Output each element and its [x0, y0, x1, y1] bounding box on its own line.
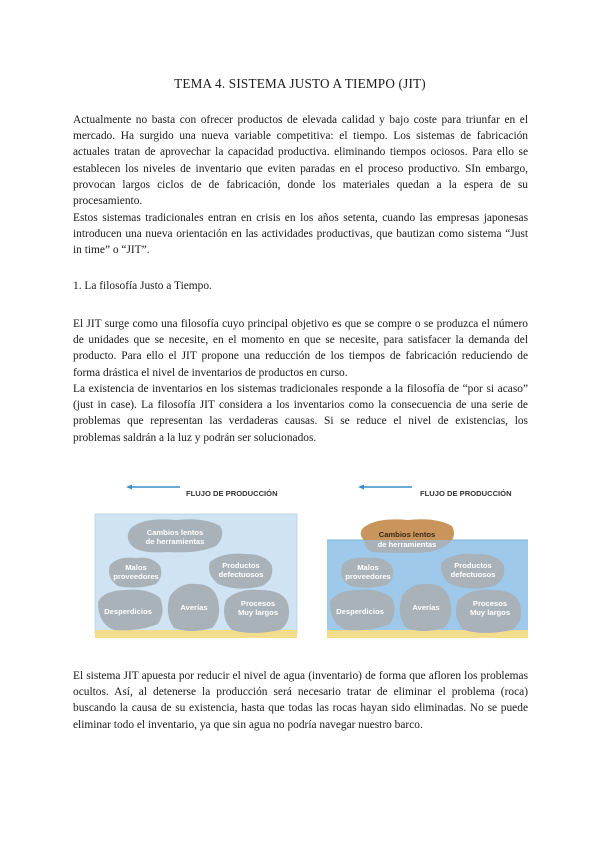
section-1-heading: 1. La filosofía Justo a Tiempo. [73, 280, 212, 292]
label-productos-1-right: Productos [454, 561, 492, 570]
label-procesos-1-left: Procesos [240, 599, 276, 608]
flow-arrowhead-right [358, 485, 364, 490]
right-panel [327, 485, 528, 639]
label-averias-left: Averías [180, 603, 208, 612]
label-cambios-1-left: Cambios lentos [146, 528, 204, 537]
label-productos-2-right: defectuosos [450, 570, 496, 579]
label-productos-1-left: Productos [222, 561, 260, 570]
flow-label-right: FLUJO DE PRODUCCIÓN [420, 489, 512, 498]
jit-water-rocks-figure [88, 484, 528, 642]
document-title: TEMA 4. SISTEMA JUSTO A TIEMPO (JIT) [174, 76, 426, 91]
section-1-paragraph-2: La existencia de inventarios en los sistemas tradicionales responde a la filosofía de “por si acaso” (just in case). La filosofía JIT considera a los inventarios como la consecuencia de una serie de problemas que representan las verdaderas causas. Si se reduce el nivel de existencias, los problemas saldrán a la luz y podrán ser solucionados. [73, 383, 528, 444]
label-cambios-2-left: de herramientas [145, 537, 205, 546]
flow-arrowhead-left [126, 485, 132, 490]
closing-paragraph: El sistema JIT apuesta por reducir el nivel de agua (inventario) de forma que afloren los problemas ocultos. Así, al detenerse la producción será necesario tratar de eliminar el problema (roca) buscando la causa de su existencia, hasta que todas las rocas hayan sido eliminadas. No se puede eliminar todo el inventario, ya que sin agua no podría navegar nuestro barco. [73, 670, 528, 731]
label-malos-2-left: proveedores [113, 572, 159, 581]
label-desperdicios-left: Desperdicios [104, 607, 152, 616]
section-1-paragraph-1: El JIT surge como una filosofía cuyo principal objetivo es que se compre o se produzca el número de unidades que se necesite, en el momento en que se necesite, para satisfacer la demanda del producto. Para ello el JIT propone una reducción de los tiempos de fabricación reduciendo de forma drástica el nivel de inventarios de productos en curso. [73, 318, 528, 379]
label-malos-1-left: Malos [125, 563, 147, 572]
label-cambios-1-right: Cambios lentos [378, 530, 436, 539]
label-procesos-2-left: Muy largos [237, 608, 279, 617]
intro-paragraph-2: Estos sistemas tradicionales entran en crisis en los años setenta, cuando las empresas japonesas introducen una nueva orientación en las actividades productivas, que bautizan como sistema “Just in time” o “JIT”. [73, 212, 528, 257]
label-procesos-2-right: Muy largos [469, 608, 511, 617]
left-panel [95, 485, 297, 639]
label-cambios-2-right: de herramientas [377, 540, 437, 549]
label-desperdicios-right: Desperdicios [336, 607, 384, 616]
label-malos-1-right: Malos [357, 563, 379, 572]
intro-paragraph-1: Actualmente no basta con ofrecer productos de elevada calidad y bajo coste para triunfar en el mercado. Ha surgido una nueva variable competitiva: el tiempo. Los sistemas de fabricación actuales tratan de aprovechar la capacidad productiva. eliminando tiempos ociosos. Para ello se establecen los niveles de inventario que eviten paradas en el proceso productivo. SIn embargo, provocan largos ciclos de de fabricación, donde los materiales quedan a la espera de su procesamiento. [73, 114, 528, 208]
label-malos-2-right: proveedores [345, 572, 391, 581]
label-procesos-1-right: Procesos [472, 599, 508, 608]
flow-label-left: FLUJO DE PRODUCCIÓN [186, 489, 278, 498]
label-productos-2-left: defectuosos [218, 570, 264, 579]
label-averias-right: Averías [412, 603, 440, 612]
